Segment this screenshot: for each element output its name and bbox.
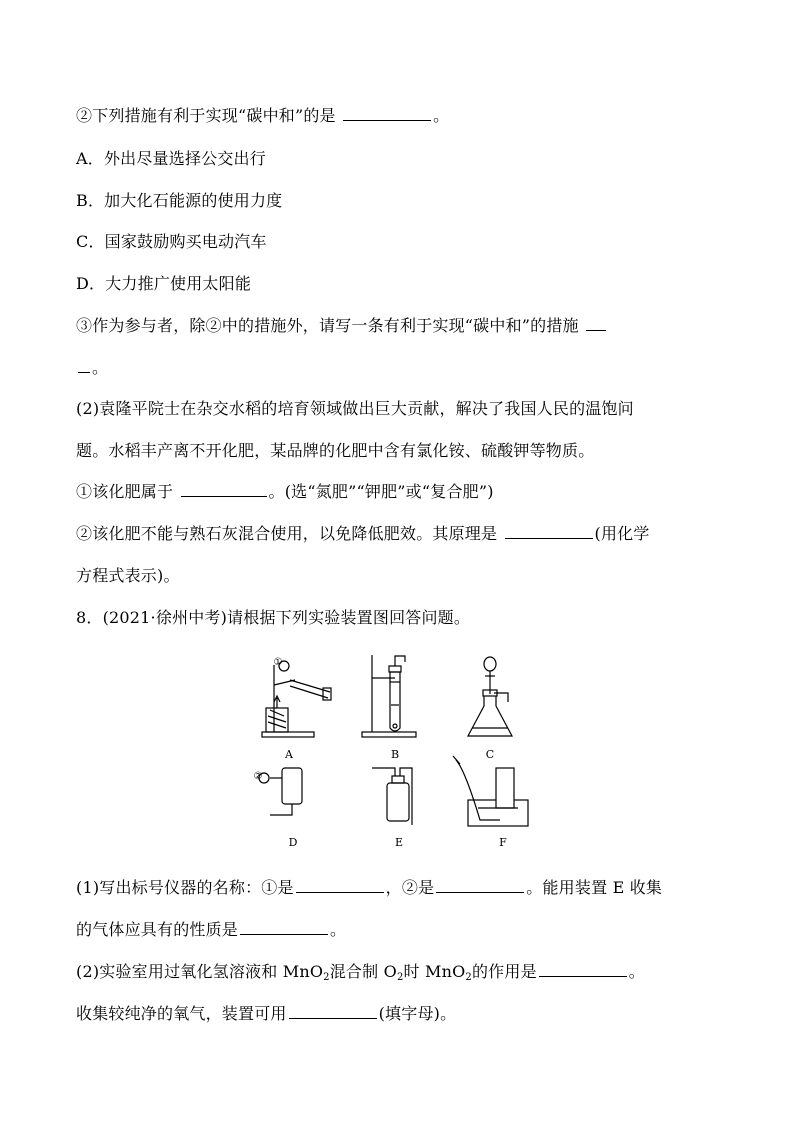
p2-sub2-prompt: ②该化肥不能与熟石灰混合使用，以免降低肥效。其原理是 xyxy=(76,524,498,543)
q8-s1-blank-1[interactable] xyxy=(296,878,384,893)
p2-line2: 题。水稻丰产离不开化肥，某品牌的化肥中含有氯化铵、硫酸钾等物质。 xyxy=(76,441,595,460)
p2-sub1-blank[interactable] xyxy=(181,482,267,497)
q8-s1-blank-2[interactable] xyxy=(436,878,524,893)
q8-s2-text-c: 时 MnO xyxy=(403,962,466,981)
q8-s2-sub3: 2 xyxy=(465,972,472,983)
p2-sub2 xyxy=(76,524,650,544)
label-d: D xyxy=(288,836,298,849)
apparatus-f xyxy=(453,756,528,826)
q8-s2-hint: (填字母)。 xyxy=(378,1004,457,1023)
q3-line xyxy=(76,316,608,336)
q8-s1-text-c: 。能用装置 E 收集 xyxy=(526,878,663,897)
q2-answer-blank[interactable] xyxy=(343,106,431,121)
marker-1: ① xyxy=(273,657,283,668)
q2-option-d: D．大力推广使用太阳能 xyxy=(76,274,252,293)
apparatus-e xyxy=(372,768,412,825)
q8-s2-line2 xyxy=(76,1004,456,1024)
q2-line xyxy=(76,106,449,126)
apparatus-c xyxy=(468,657,512,736)
q3-answer-blank-part2[interactable] xyxy=(78,358,90,373)
p2-line1: (2)袁隆平院士在杂交水稻的培育领域做出巨大贡献，解决了我国人民的温饱问 xyxy=(76,399,634,418)
q3-answer-blank-part1[interactable] xyxy=(586,316,606,331)
q8-s2-sub2: 2 xyxy=(396,972,404,983)
q8-s2-text-b: 混合制 O xyxy=(329,962,397,981)
q8-s2-text-a: (2)实验室用过氧化氢溶液和 MnO xyxy=(76,962,324,981)
p2-sub2-line2: 方程式表示)。 xyxy=(76,566,180,585)
p2-sub1-prompt: ①该化肥属于 xyxy=(76,482,174,501)
q8-s2-sub1: 2 xyxy=(323,972,330,983)
label-a: A xyxy=(285,748,293,761)
q3-end: 。 xyxy=(92,358,109,377)
q8-s1-blank-3[interactable] xyxy=(240,920,328,935)
p2-sub1-hint: 。(选“氮肥”“钾肥”或“复合肥”) xyxy=(268,482,494,501)
q3-line2 xyxy=(76,358,108,378)
apparatus-figure xyxy=(250,650,540,850)
q8-s2-blank-1[interactable] xyxy=(539,962,627,977)
p2-sub2-hint: (用化学 xyxy=(594,524,650,543)
label-b: B xyxy=(390,748,400,761)
q8-s1-text-b: ，②是 xyxy=(385,878,435,897)
apparatus-d xyxy=(259,768,302,815)
label-c: C xyxy=(485,748,495,761)
q8-s2 xyxy=(76,962,645,985)
q8-s2-line2-text: 收集较纯净的氧气，装置可用 xyxy=(76,1004,287,1023)
label-f: F xyxy=(499,836,507,849)
q2-prompt: ②下列措施有利于实现“碳中和”的是 xyxy=(76,106,336,125)
q8-s1 xyxy=(76,878,662,898)
apparatus-b xyxy=(362,655,416,737)
q2-option-c: C．国家鼓励购买电动汽车 xyxy=(76,232,267,251)
q2-option-a: A．外出尽量选择公交出行 xyxy=(76,149,266,168)
p2-sub2-blank[interactable] xyxy=(505,524,593,539)
p2-sub1 xyxy=(76,482,494,502)
q8-s1-line2-text: 的气体应具有的性质是 xyxy=(76,920,239,939)
q3-prompt: ③作为参与者，除②中的措施外，请写一条有利于实现“碳中和”的措施 xyxy=(76,316,579,335)
q8-s1-text-a: (1)写出标号仪器的名称：①是 xyxy=(76,878,294,897)
apparatus-a xyxy=(262,661,331,737)
q8-s2-text-d: 的作用是 xyxy=(471,962,537,981)
label-e: E xyxy=(394,836,404,849)
q8-s1-line2 xyxy=(76,920,346,940)
q8-title: 8．(2021·徐州中考)请根据下列实验装置图回答问题。 xyxy=(76,608,471,627)
q8-s2-blank-2[interactable] xyxy=(289,1004,377,1019)
q2-end: 。 xyxy=(433,106,450,125)
q8-s1-end: 。 xyxy=(330,920,347,939)
q2-option-b: B．加大化石能源的使用力度 xyxy=(76,191,283,210)
q8-s2-end: 。 xyxy=(628,962,645,981)
marker-2: ② xyxy=(253,771,263,782)
